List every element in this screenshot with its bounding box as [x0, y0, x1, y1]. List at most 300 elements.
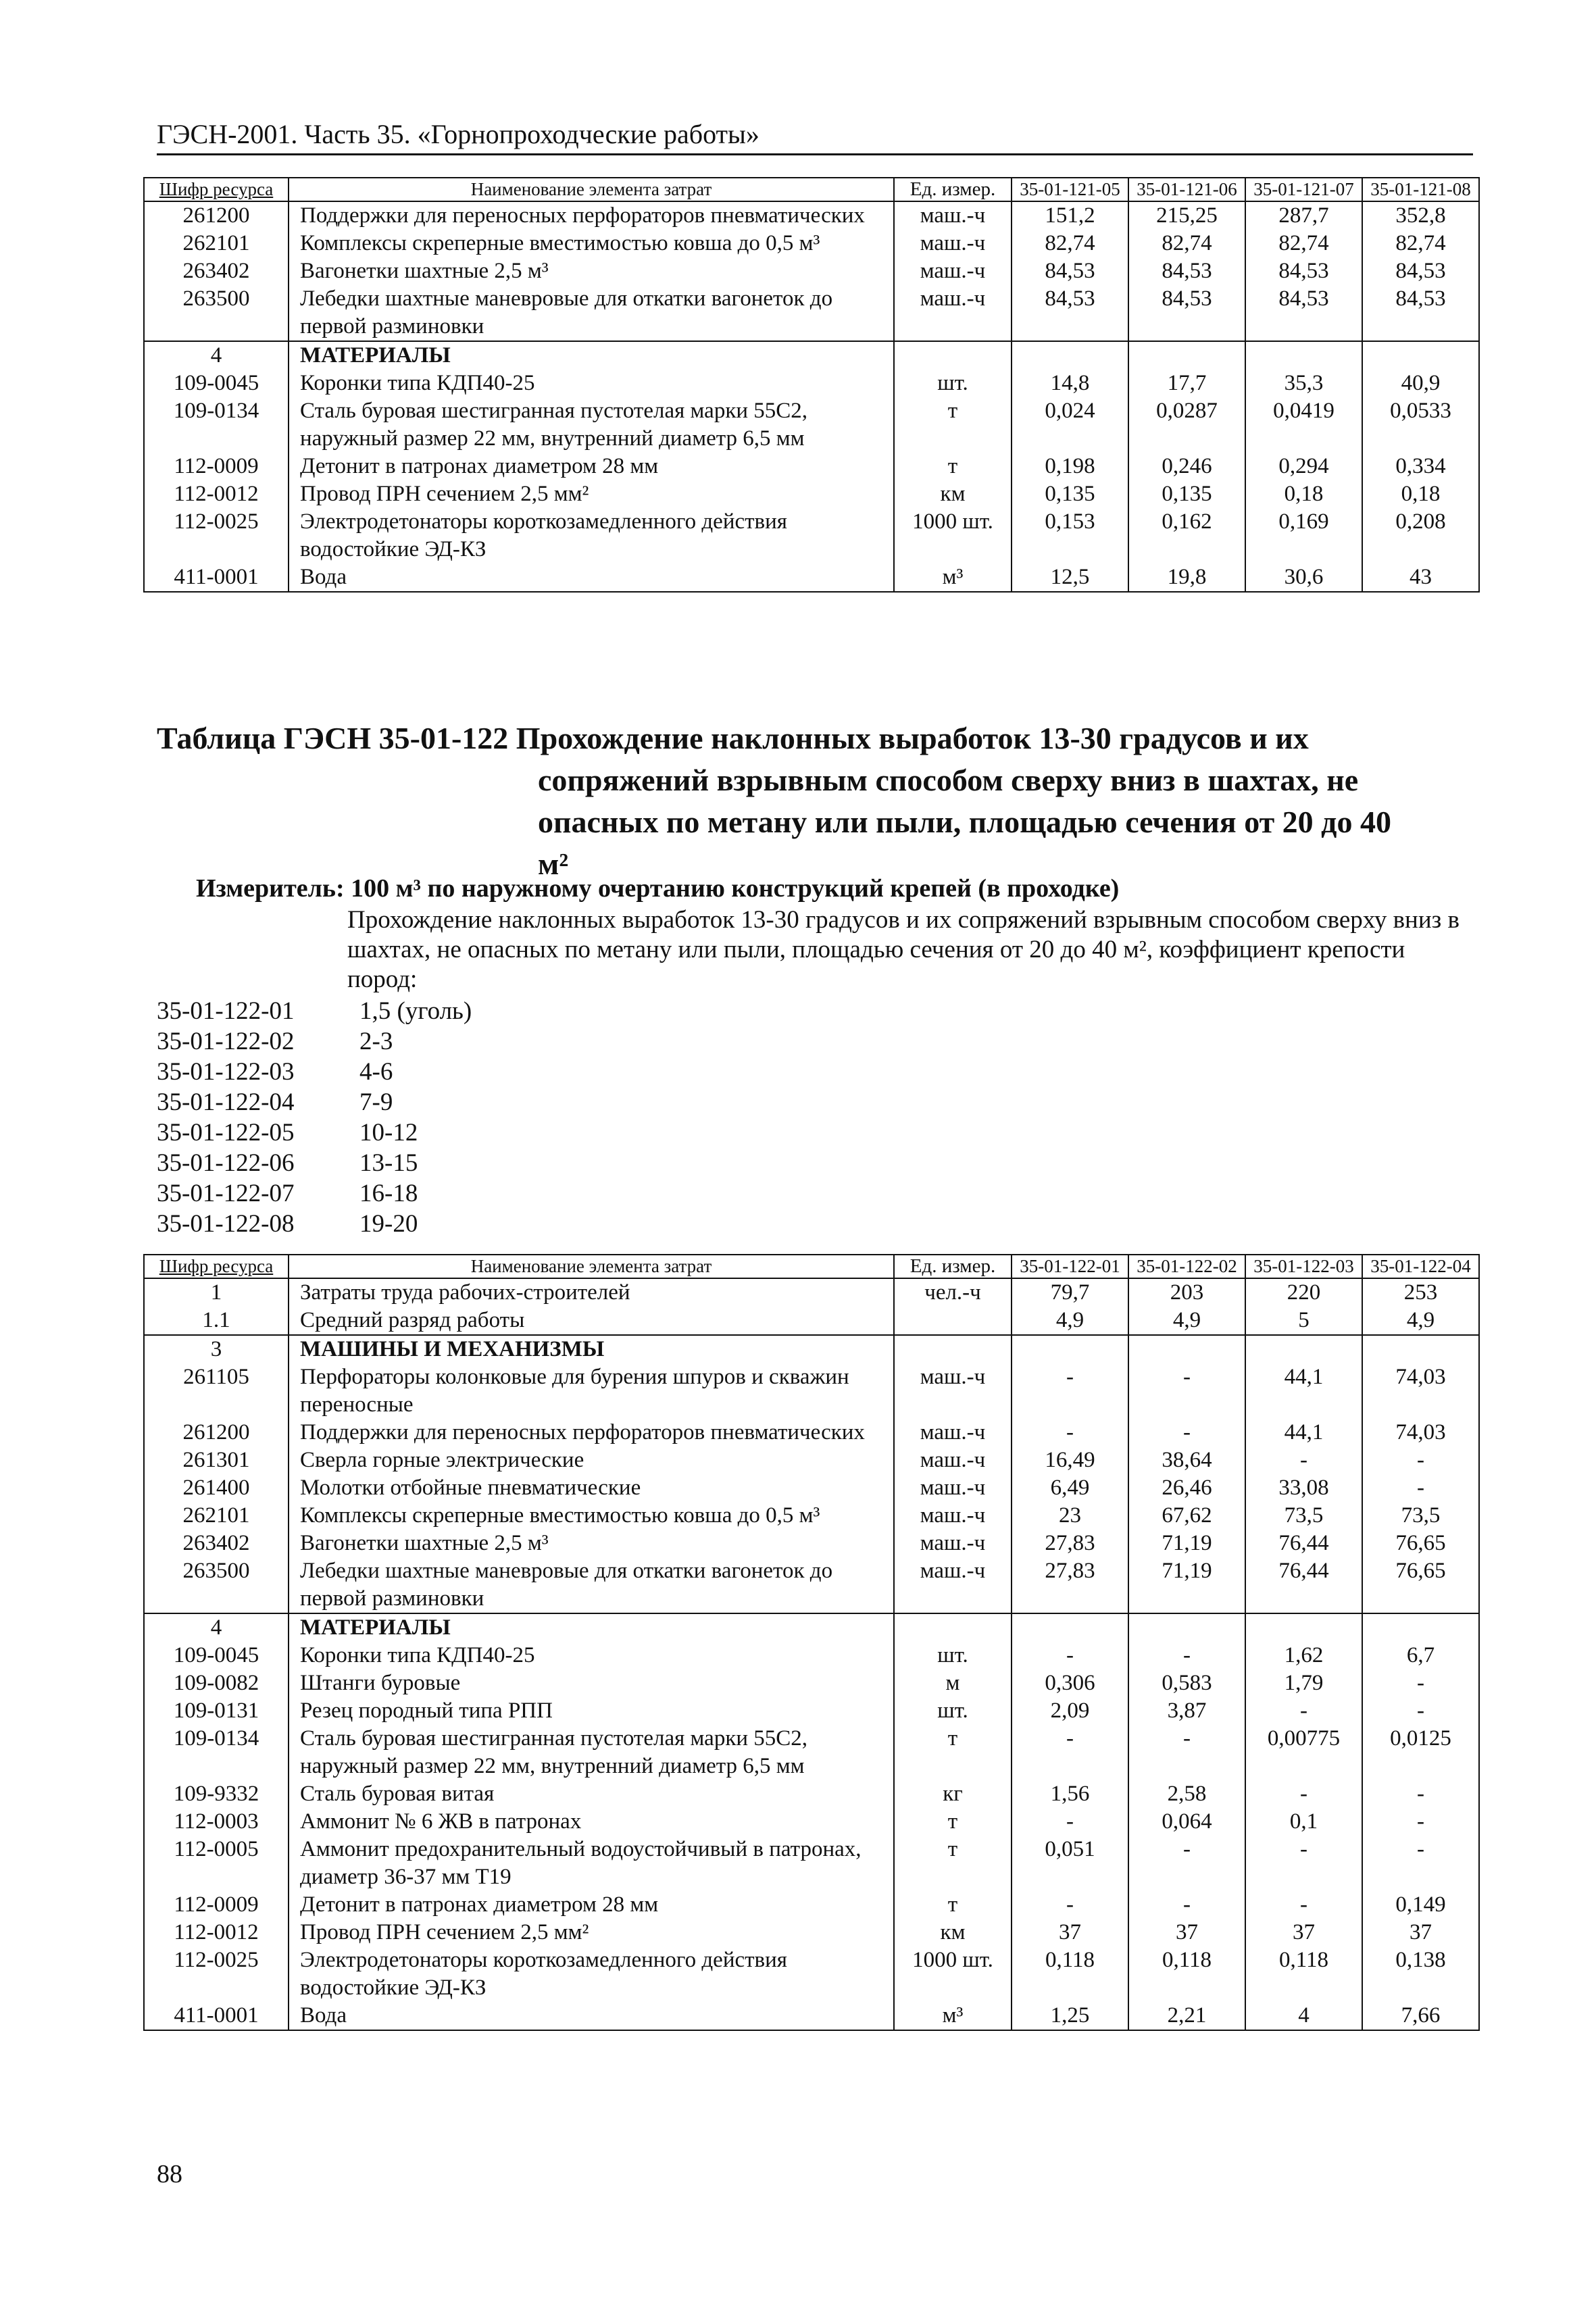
- cell-name: Молотки отбойные пневматические: [289, 1474, 894, 1502]
- table-row: [144, 397, 1479, 453]
- table-row: [144, 1836, 1479, 1891]
- cell-value: 4,9: [1362, 1307, 1479, 1335]
- cell-value: 26,46: [1128, 1474, 1245, 1502]
- cell-value: 67,62: [1128, 1502, 1245, 1530]
- table-row: [144, 1725, 1479, 1780]
- cell-value: 0,0287: [1128, 397, 1245, 453]
- cell-value: [1012, 341, 1128, 370]
- cell-value: 1,62: [1245, 1642, 1362, 1669]
- cell-name: Коронки типа КДП40-25: [289, 1642, 894, 1669]
- cell-value: 0,118: [1245, 1946, 1362, 2002]
- variant-item: [157, 1148, 472, 1178]
- cell-value: 6,7: [1362, 1642, 1479, 1669]
- cell-value: 82,74: [1245, 230, 1362, 257]
- cell-unit: т: [894, 1808, 1012, 1836]
- cell-name: Аммонит предохранительный водоустойчивый в патронах, диаметр 36-37 мм Т19: [289, 1836, 894, 1891]
- cell-name: Перфораторы колонковые для бурения шпуров и скважин переносные: [289, 1363, 894, 1419]
- cell-unit: т: [894, 1725, 1012, 1780]
- col-header-norm: 35-01-122-01: [1012, 1255, 1128, 1278]
- cell-value: 40,9: [1362, 370, 1479, 397]
- cell-value: -: [1012, 1419, 1128, 1447]
- cell-unit: маш.-ч: [894, 1447, 1012, 1474]
- cell-value: 0,153: [1012, 508, 1128, 563]
- variant-code: 35-01-122-05: [157, 1119, 295, 1147]
- table-row: [144, 508, 1479, 563]
- cell-unit: м³: [894, 563, 1012, 592]
- cell-value: 84,53: [1012, 257, 1128, 285]
- table-row: [144, 1447, 1479, 1474]
- cell-value: -: [1362, 1780, 1479, 1808]
- variant-code: 35-01-122-07: [157, 1180, 295, 1207]
- cell-value: 0,149: [1362, 1891, 1479, 1919]
- cell-value: -: [1245, 1447, 1362, 1474]
- table-row: [144, 1642, 1479, 1669]
- table-row: [144, 1557, 1479, 1613]
- cell-value: 0,135: [1128, 480, 1245, 508]
- cell-value: 74,03: [1362, 1419, 1479, 1447]
- cell-value: 2,21: [1128, 2002, 1245, 2030]
- cell-value: 37: [1362, 1919, 1479, 1946]
- cell-name: Лебедки шахтные маневровые для откатки вагонеток до первой разминовки: [289, 285, 894, 341]
- cell-value: 23: [1012, 1502, 1128, 1530]
- cell-code: 109-0082: [144, 1669, 289, 1697]
- table-row: [144, 1808, 1479, 1836]
- cell-code: 112-0025: [144, 508, 289, 563]
- cell-value: 0,00775: [1245, 1725, 1362, 1780]
- cell-name: Сталь буровая витая: [289, 1780, 894, 1808]
- table-row: [144, 257, 1479, 285]
- cell-unit: маш.-ч: [894, 285, 1012, 341]
- cell-value: 0,024: [1012, 397, 1128, 453]
- work-description: Прохождение наклонных выработок 13-30 градусов и их сопряжений взрывным способом сверху вниз в шахтах, не опасных по метану или пыли, площадью сечения от 20 до 40 м², коэффициент крепости пород:: [347, 906, 1460, 993]
- cell-value: 6,49: [1012, 1474, 1128, 1502]
- table-row: [144, 480, 1479, 508]
- cell-value: 76,44: [1245, 1557, 1362, 1613]
- cell-value: 0,135: [1012, 480, 1128, 508]
- cell-name: Вода: [289, 563, 894, 592]
- cell-name: Электродетонаторы короткозамедленного действия водостойкие ЭД-КЗ: [289, 1946, 894, 2002]
- cell-value: -: [1012, 1363, 1128, 1419]
- cell-value: -: [1128, 1363, 1245, 1419]
- cell-value: 1,79: [1245, 1669, 1362, 1697]
- col-header-norm: 35-01-121-05: [1012, 178, 1128, 201]
- cell-value: 84,53: [1362, 257, 1479, 285]
- cell-value: 76,65: [1362, 1530, 1479, 1557]
- cell-name: Лебедки шахтные маневровые для откатки вагонеток до первой разминовки: [289, 1557, 894, 1613]
- cell-value: 0,294: [1245, 453, 1362, 480]
- cell-value: 38,64: [1128, 1447, 1245, 1474]
- cell-code: 1.1: [144, 1307, 289, 1335]
- cell-unit: маш.-ч: [894, 1474, 1012, 1502]
- cell-code: 262101: [144, 1502, 289, 1530]
- cell-unit: т: [894, 1891, 1012, 1919]
- variant-code: 35-01-122-03: [157, 1058, 295, 1086]
- col-header-norm: 35-01-122-03: [1245, 1255, 1362, 1278]
- cell-name: Поддержки для переносных перфораторов пневматических: [289, 1419, 894, 1447]
- table-row: [144, 1307, 1479, 1335]
- cell-value: 0,0533: [1362, 397, 1479, 453]
- variant-code: 35-01-122-02: [157, 1028, 295, 1055]
- cell-value: [1012, 1335, 1128, 1363]
- cell-name: МАТЕРИАЛЫ: [289, 341, 894, 370]
- table-row: [144, 1669, 1479, 1697]
- cell-unit: шт.: [894, 1697, 1012, 1725]
- cell-unit: км: [894, 480, 1012, 508]
- cell-value: 82,74: [1362, 230, 1479, 257]
- measure-line: [196, 873, 1480, 904]
- variant-value: 13-15: [359, 1149, 418, 1177]
- cell-value: 0,246: [1128, 453, 1245, 480]
- cell-name: Провод ПРН сечением 2,5 мм²: [289, 480, 894, 508]
- cell-code: 263402: [144, 257, 289, 285]
- cell-value: -: [1128, 1891, 1245, 1919]
- cell-unit: км: [894, 1919, 1012, 1946]
- cell-code: 263500: [144, 1557, 289, 1613]
- cell-name: Штанги буровые: [289, 1669, 894, 1697]
- cell-name: Аммонит № 6 ЖВ в патронах: [289, 1808, 894, 1836]
- cell-code: 261200: [144, 1419, 289, 1447]
- cell-code: 263402: [144, 1530, 289, 1557]
- table-row: [144, 1697, 1479, 1725]
- cell-value: 4,9: [1128, 1307, 1245, 1335]
- table-row: [144, 563, 1479, 592]
- variant-value: 19-20: [359, 1210, 418, 1238]
- variant-list: [157, 996, 472, 1239]
- cell-value: -: [1128, 1642, 1245, 1669]
- cell-value: 84,53: [1362, 285, 1479, 341]
- cell-value: 151,2: [1012, 201, 1128, 230]
- cell-value: 3,87: [1128, 1697, 1245, 1725]
- cell-code: 109-0131: [144, 1697, 289, 1725]
- cell-value: 215,25: [1128, 201, 1245, 230]
- table-row: [144, 285, 1479, 341]
- cell-name: Средний разряд работы: [289, 1307, 894, 1335]
- cell-value: 0,064: [1128, 1808, 1245, 1836]
- cell-value: 14,8: [1012, 370, 1128, 397]
- page-number: 88: [157, 2160, 182, 2188]
- variant-value: 10-12: [359, 1119, 418, 1147]
- table-row: [144, 453, 1479, 480]
- cell-code: 112-0003: [144, 1808, 289, 1836]
- cell-code: 109-0134: [144, 397, 289, 453]
- cell-value: 84,53: [1128, 285, 1245, 341]
- table-row: [144, 1946, 1479, 2002]
- cell-value: 84,53: [1012, 285, 1128, 341]
- cell-value: -: [1245, 1836, 1362, 1891]
- cell-value: 0,138: [1362, 1946, 1479, 2002]
- cell-value: 82,74: [1012, 230, 1128, 257]
- cell-value: -: [1362, 1836, 1479, 1891]
- cell-code: 109-0045: [144, 1642, 289, 1669]
- cell-unit: маш.-ч: [894, 1363, 1012, 1419]
- cell-name: Коронки типа КДП40-25: [289, 370, 894, 397]
- table-row: [144, 230, 1479, 257]
- cell-unit: [894, 1307, 1012, 1335]
- cell-unit: 1000 шт.: [894, 508, 1012, 563]
- cell-value: 0,18: [1245, 480, 1362, 508]
- col-header-name: Наименование элемента затрат: [289, 178, 894, 201]
- variant-item: [157, 1209, 472, 1239]
- cell-value: 4,9: [1012, 1307, 1128, 1335]
- running-header: ГЭСН-2001. Часть 35. «Горнопроходческие работы»: [157, 118, 1473, 155]
- col-header-norm: 35-01-121-07: [1245, 178, 1362, 201]
- cell-value: -: [1245, 1780, 1362, 1808]
- cell-value: [1128, 1335, 1245, 1363]
- cell-value: 1,25: [1012, 2002, 1128, 2030]
- table-row: [144, 1419, 1479, 1447]
- cell-value: 73,5: [1245, 1502, 1362, 1530]
- cell-value: 27,83: [1012, 1530, 1128, 1557]
- cell-value: 76,44: [1245, 1530, 1362, 1557]
- cell-code: 261200: [144, 201, 289, 230]
- table-row: [144, 2002, 1479, 2030]
- cell-value: [1362, 341, 1479, 370]
- cell-value: 2,58: [1128, 1780, 1245, 1808]
- cell-value: 0,198: [1012, 453, 1128, 480]
- cell-code: 4: [144, 1613, 289, 1642]
- section-row: [144, 1613, 1479, 1642]
- cell-name: Затраты труда рабочих-строителей: [289, 1278, 894, 1307]
- cell-value: -: [1128, 1836, 1245, 1891]
- cell-name: Комплексы скреперные вместимостью ковша до 0,5 м³: [289, 1502, 894, 1530]
- cell-value: 1,56: [1012, 1780, 1128, 1808]
- variant-code: 35-01-122-08: [157, 1210, 295, 1238]
- cell-value: 0,0419: [1245, 397, 1362, 453]
- variant-code: 35-01-122-06: [157, 1149, 295, 1177]
- cell-unit: маш.-ч: [894, 1557, 1012, 1613]
- cell-value: 5: [1245, 1307, 1362, 1335]
- cell-unit: маш.-ч: [894, 201, 1012, 230]
- col-header-norm: 35-01-122-02: [1128, 1255, 1245, 1278]
- cell-value: [1245, 1613, 1362, 1642]
- cell-value: 84,53: [1245, 285, 1362, 341]
- cell-unit: 1000 шт.: [894, 1946, 1012, 2002]
- cell-value: 203: [1128, 1278, 1245, 1307]
- variant-code: 35-01-122-04: [157, 1088, 295, 1116]
- cell-code: 112-0012: [144, 480, 289, 508]
- variant-value: 2-3: [359, 1028, 393, 1055]
- col-header-norm: 35-01-121-06: [1128, 178, 1245, 201]
- cell-value: -: [1245, 1697, 1362, 1725]
- cell-unit: [894, 341, 1012, 370]
- variant-item: [157, 996, 472, 1026]
- cell-value: 0,208: [1362, 508, 1479, 563]
- cell-name: Детонит в патронах диаметром 28 мм: [289, 1891, 894, 1919]
- cell-value: 0,583: [1128, 1669, 1245, 1697]
- cell-value: 352,8: [1362, 201, 1479, 230]
- table-title-line: Таблица ГЭСН 35-01-122 Прохождение наклонных выработок 13-30 градусов и их: [157, 721, 1309, 755]
- variant-value: 16-18: [359, 1180, 418, 1207]
- cell-code: 411-0001: [144, 2002, 289, 2030]
- cell-value: 33,08: [1245, 1474, 1362, 1502]
- cell-value: 37: [1012, 1919, 1128, 1946]
- cell-value: [1012, 1613, 1128, 1642]
- cell-code: 112-0005: [144, 1836, 289, 1891]
- cell-value: 0,162: [1128, 508, 1245, 563]
- cell-code: 112-0009: [144, 1891, 289, 1919]
- cell-code: 1: [144, 1278, 289, 1307]
- cell-code: 263500: [144, 285, 289, 341]
- variant-item: [157, 1057, 472, 1087]
- table-row: [144, 1530, 1479, 1557]
- table-row: [144, 1919, 1479, 1946]
- cell-code: 112-0025: [144, 1946, 289, 2002]
- cell-name: Сталь буровая шестигранная пустотелая марки 55С2, наружный размер 22 мм, внутренний диаметр 6,5 мм: [289, 397, 894, 453]
- variant-code: 35-01-122-01: [157, 997, 295, 1025]
- cell-value: -: [1362, 1474, 1479, 1502]
- cell-unit: шт.: [894, 370, 1012, 397]
- table-row: [144, 1780, 1479, 1808]
- measure-text: 100 м³ по наружному очертанию конструкций крепей (в проходке): [351, 874, 1120, 903]
- cell-unit: т: [894, 1836, 1012, 1891]
- cell-name: Вагонетки шахтные 2,5 м³: [289, 1530, 894, 1557]
- cell-unit: маш.-ч: [894, 1530, 1012, 1557]
- cell-name: Вагонетки шахтные 2,5 м³: [289, 257, 894, 285]
- cell-value: [1245, 1335, 1362, 1363]
- cell-value: 220: [1245, 1278, 1362, 1307]
- cell-value: 79,7: [1012, 1278, 1128, 1307]
- cell-value: 12,5: [1012, 563, 1128, 592]
- cell-unit: чел.-ч: [894, 1278, 1012, 1307]
- variant-item: [157, 1117, 472, 1148]
- cell-code: 109-0134: [144, 1725, 289, 1780]
- cell-value: 0,0125: [1362, 1725, 1479, 1780]
- cell-value: 4: [1245, 2002, 1362, 2030]
- cell-code: 4: [144, 341, 289, 370]
- cell-value: -: [1362, 1697, 1479, 1725]
- cell-value: 0,334: [1362, 453, 1479, 480]
- cell-name: Поддержки для переносных перфораторов пневматических: [289, 201, 894, 230]
- resource-table-121: [143, 177, 1480, 593]
- cell-value: -: [1128, 1419, 1245, 1447]
- resource-table-122: [143, 1254, 1480, 2031]
- cell-value: -: [1362, 1808, 1479, 1836]
- col-header-name: Наименование элемента затрат: [289, 1255, 894, 1278]
- cell-value: 7,66: [1362, 2002, 1479, 2030]
- cell-value: -: [1012, 1808, 1128, 1836]
- variant-value: 4-6: [359, 1058, 393, 1086]
- table-title-line: сопряжений взрывным способом сверху вниз в шахтах, не: [538, 763, 1359, 797]
- col-header-code: Шифр ресурса: [144, 1255, 289, 1278]
- cell-value: 30,6: [1245, 563, 1362, 592]
- cell-name: Сталь буровая шестигранная пустотелая марки 55С2, наружный размер 22 мм, внутренний диаметр 6,5 мм: [289, 1725, 894, 1780]
- cell-value: -: [1012, 1642, 1128, 1669]
- cell-name: Электродетонаторы короткозамедленного действия водостойкие ЭД-КЗ: [289, 508, 894, 563]
- cell-value: 35,3: [1245, 370, 1362, 397]
- col-header-norm: 35-01-122-04: [1362, 1255, 1479, 1278]
- cell-value: 0,18: [1362, 480, 1479, 508]
- cell-value: 82,74: [1128, 230, 1245, 257]
- cell-value: 27,83: [1012, 1557, 1128, 1613]
- cell-unit: т: [894, 397, 1012, 453]
- cell-value: 71,19: [1128, 1530, 1245, 1557]
- cell-value: 287,7: [1245, 201, 1362, 230]
- cell-unit: маш.-ч: [894, 1502, 1012, 1530]
- cell-value: 17,7: [1128, 370, 1245, 397]
- cell-value: -: [1012, 1725, 1128, 1780]
- table-row: [144, 1891, 1479, 1919]
- cell-code: 411-0001: [144, 563, 289, 592]
- cell-value: -: [1245, 1891, 1362, 1919]
- cell-code: 112-0012: [144, 1919, 289, 1946]
- cell-value: 73,5: [1362, 1502, 1479, 1530]
- cell-value: 44,1: [1245, 1363, 1362, 1419]
- cell-code: 109-9332: [144, 1780, 289, 1808]
- cell-unit: шт.: [894, 1642, 1012, 1669]
- cell-value: 76,65: [1362, 1557, 1479, 1613]
- cell-value: [1128, 341, 1245, 370]
- cell-unit: [894, 1613, 1012, 1642]
- cell-value: [1245, 341, 1362, 370]
- cell-value: 19,8: [1128, 563, 1245, 592]
- cell-unit: кг: [894, 1780, 1012, 1808]
- table-title: [157, 718, 1481, 885]
- cell-name: Резец породный типа РПП: [289, 1697, 894, 1725]
- cell-value: 2,09: [1012, 1697, 1128, 1725]
- cell-unit: маш.-ч: [894, 230, 1012, 257]
- cell-unit: м³: [894, 2002, 1012, 2030]
- cell-value: 71,19: [1128, 1557, 1245, 1613]
- table-title-line: опасных по метану или пыли, площадью сечения от 20 до 40: [538, 805, 1391, 839]
- cell-value: -: [1128, 1725, 1245, 1780]
- variant-value: 7-9: [359, 1088, 393, 1116]
- cell-name: МАТЕРИАЛЫ: [289, 1613, 894, 1642]
- table-row: [144, 1363, 1479, 1419]
- cell-value: 43: [1362, 563, 1479, 592]
- cell-value: 0,118: [1012, 1946, 1128, 2002]
- variant-value: 1,5 (уголь): [359, 997, 472, 1025]
- cell-code: 262101: [144, 230, 289, 257]
- measure-label: Измеритель:: [196, 874, 345, 903]
- variant-item: [157, 1087, 472, 1117]
- cell-value: -: [1362, 1669, 1479, 1697]
- col-header-norm: 35-01-121-08: [1362, 178, 1479, 201]
- cell-name: Провод ПРН сечением 2,5 мм²: [289, 1919, 894, 1946]
- cell-value: 37: [1128, 1919, 1245, 1946]
- cell-value: -: [1012, 1891, 1128, 1919]
- cell-value: 0,1: [1245, 1808, 1362, 1836]
- section-row: [144, 1335, 1479, 1363]
- cell-code: 109-0045: [144, 370, 289, 397]
- variant-item: [157, 1178, 472, 1209]
- col-header-unit: Ед. измер.: [894, 178, 1012, 201]
- cell-value: 253: [1362, 1278, 1479, 1307]
- cell-code: 261301: [144, 1447, 289, 1474]
- cell-value: 37: [1245, 1919, 1362, 1946]
- table-title-line: м²: [538, 847, 569, 881]
- cell-name: Детонит в патронах диаметром 28 мм: [289, 453, 894, 480]
- cell-unit: м: [894, 1669, 1012, 1697]
- table-row: [144, 1278, 1479, 1307]
- cell-value: 0,306: [1012, 1669, 1128, 1697]
- cell-value: [1362, 1335, 1479, 1363]
- cell-code: 261400: [144, 1474, 289, 1502]
- cell-code: 112-0009: [144, 453, 289, 480]
- cell-value: 84,53: [1128, 257, 1245, 285]
- cell-unit: т: [894, 453, 1012, 480]
- col-header-code: Шифр ресурса: [144, 178, 289, 201]
- cell-unit: маш.-ч: [894, 1419, 1012, 1447]
- cell-value: 74,03: [1362, 1363, 1479, 1419]
- cell-value: [1362, 1613, 1479, 1642]
- cell-name: Сверла горные электрические: [289, 1447, 894, 1474]
- cell-unit: [894, 1335, 1012, 1363]
- cell-code: 3: [144, 1335, 289, 1363]
- cell-value: -: [1362, 1447, 1479, 1474]
- cell-value: 0,051: [1012, 1836, 1128, 1891]
- cell-value: 84,53: [1245, 257, 1362, 285]
- cell-value: [1128, 1613, 1245, 1642]
